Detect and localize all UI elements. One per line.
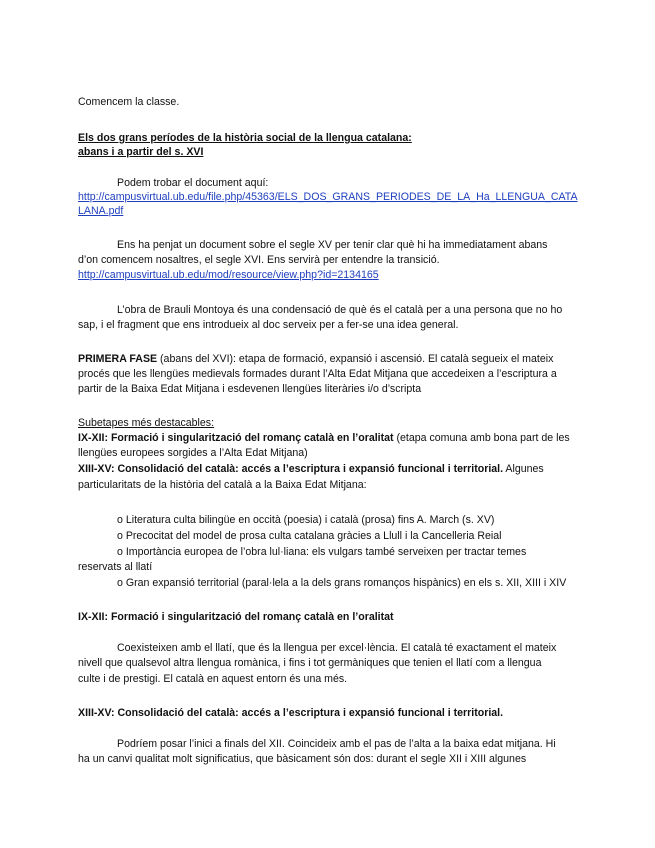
section-ix-xii-line2: nivell que qualsevol altra llengua romànica, i fins i tot germàniques que tenien el llatí com a llengua [78,657,542,669]
primera-fase-line3: partir de la Baixa Edat Mitjana i esdevenen llengües literàries i/o d’scripta [78,383,422,395]
bullet-item: o Precocitat del model de prosa culta catalana gràcies a Llull i la Cancelleria Reial [117,530,502,542]
bullet-item: o Literatura culta bilingüe en occità (poesia) i català (prosa) fins A. March (s. XV) [117,514,495,526]
paragraph-segle-xv-line1: Ens ha penjat un document sobre el segle XV per tenir clar què hi ha immediatament abans [117,239,548,251]
bullet-item: o Importància europea de l’obra lul·liana: els vulgars també serveixen per tractar temes [117,546,527,558]
bullet-item: o Gran expansió territorial (paral·lela a la dels grans romanços hispànics) en els s. XII, XIII i XIV [117,577,567,589]
paragraph-segle-xv-line2: d’on comencem nosaltres, el segle XVI. Ens servirà per entendre la transició. [78,254,440,266]
paragraph-document-intro: Podem trobar el document aquí: [117,177,269,189]
document-heading-line1: Els dos grans períodes de la història social de la llengua catalana: [78,132,412,144]
paragraph-montoya-line2: sap, i el fragment que ens introdueix al doc serveix per a fer-se una idea general. [78,319,459,331]
bullet-item-continuation: reservats al llatí [78,561,153,573]
subetapa-2-line2: particularitats de la història del català a la Baixa Edat Mitjana: [78,479,367,491]
document-heading-line2: abans i a partir del s. XVI [78,146,204,158]
primera-fase-line1: PRIMERA FASE (abans del XVI): etapa de formació, expansió i ascensió. El català segueix el mateix [78,353,554,365]
section-ix-xii-heading: IX-XII: Formació i singularització del romanç català en l’oralitat [78,611,394,623]
resource-link[interactable]: http://campusvirtual.ub.edu/mod/resource/view.php?id=2134165 [78,269,379,281]
paragraph-montoya-line1: L’obra de Brauli Montoya és una condensació de què és el català per a una persona que no ho [117,304,563,316]
subetapa-2-line1: XIII-XV: Consolidació del català: accés a l’escriptura i expansió funcional i territorial. Algunes [78,463,544,475]
primera-fase-line2: procés que les llengües medievals formades durant l’Alta Edat Mitjana que accedeixen a l’escriptura a [78,368,557,380]
section-xiii-xv-line1: Podríem posar l’inici a finals del XII. Coincideix amb el pas de l’alta a la baixa edat mitjana. Hi [117,738,556,750]
intro-text: Comencem la classe. [78,96,180,108]
subetapa-1-line1: IX-XII: Formació i singularització del romanç català en l’oralitat (etapa comuna amb bona part de les [78,432,570,444]
section-ix-xii-line3: culte i de prestigi. El català en aquest entorn és una més. [78,673,348,685]
section-xiii-xv-heading: XIII-XV: Consolidació del català: accés a l’escriptura i expansió funcional i territorial. [78,707,504,719]
document-link-line2[interactable]: LANA.pdf [78,205,124,217]
primera-fase-label: PRIMERA FASE [78,353,158,365]
subetapes-title: Subetapes més destacables: [78,417,215,429]
document-link-line1[interactable]: http://campusvirtual.ub.edu/file.php/45363/ELS_DOS_GRANS_PERIODES_DE_LA_Ha_LLENGUA_CATA [78,191,578,203]
section-ix-xii-line1: Coexisteixen amb el llatí, que és la llengua per excel·lència. El català té exactament el mateix [117,642,557,654]
subetapa-1-line2: llengües europees sorgides a l’Alta Edat Mitjana) [78,447,308,459]
section-xiii-xv-line2: ha un canvi qualitat molt significatius, que bàsicament són dos: durant el segle XII i XIII algunes [78,753,527,765]
